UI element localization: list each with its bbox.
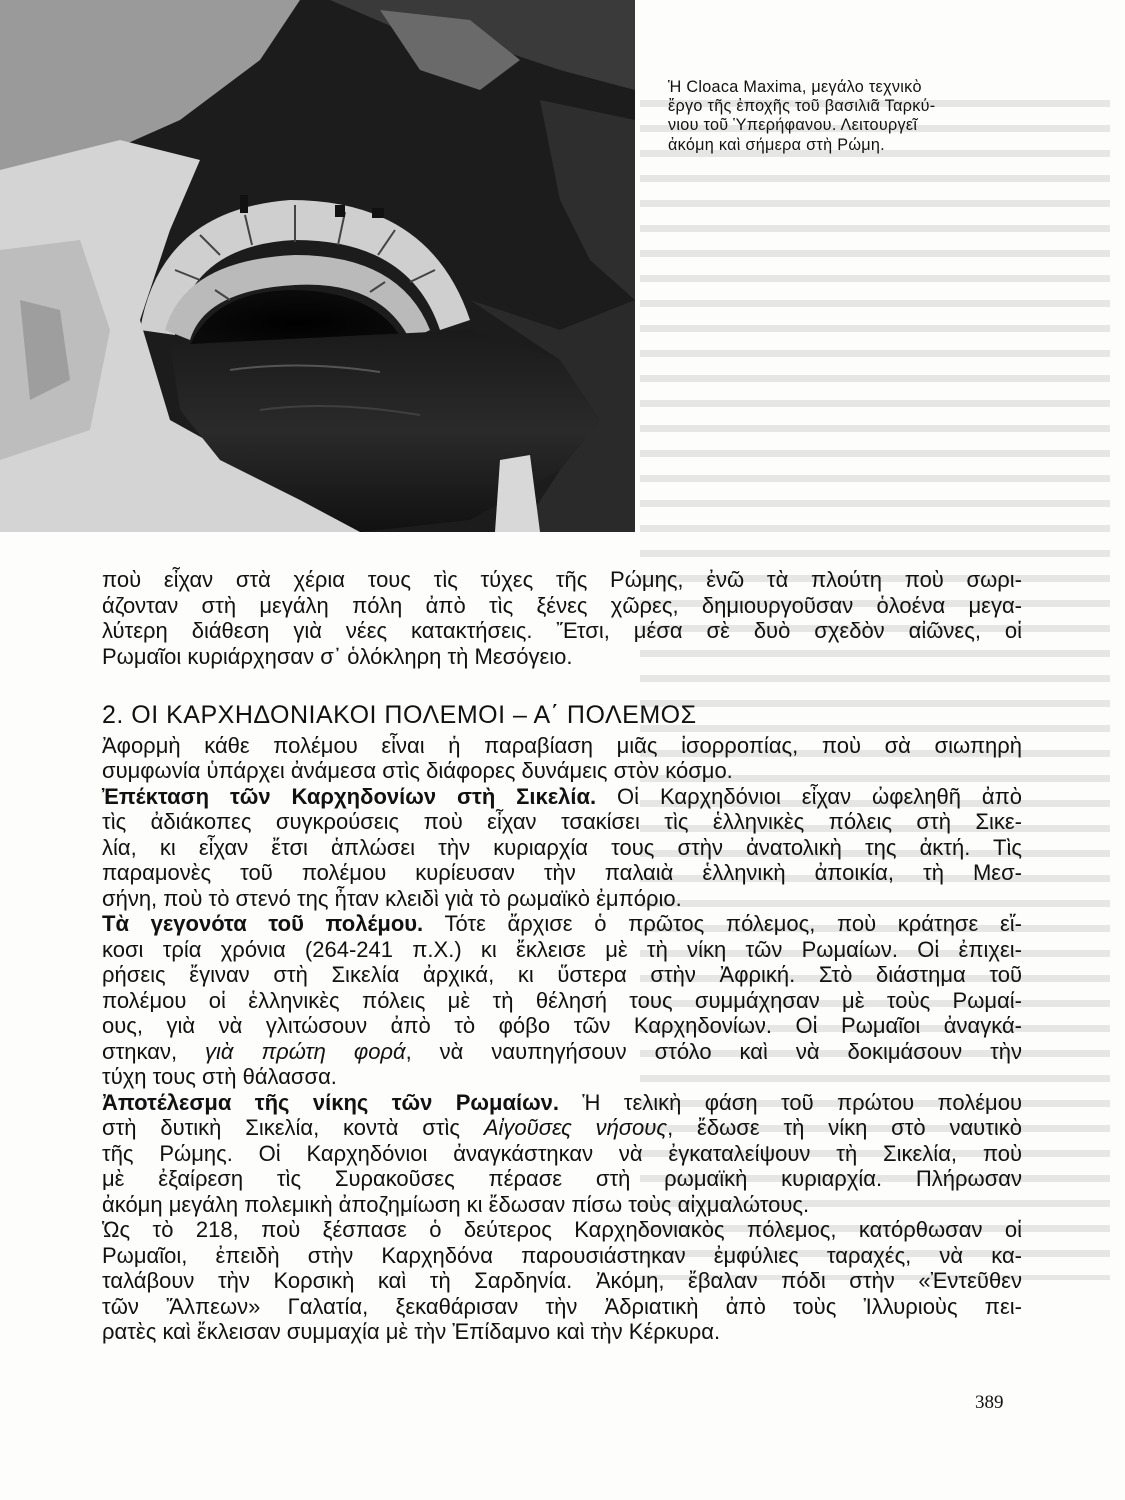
paragraph-title: Ἐπέκταση τῶν Καρχηδονίων στὴ Σικελία. — [102, 783, 597, 809]
text-line: ποὺ εἶχαν στὰ χέρια τους τὶς τύχες τῆς Ρώμης, ἐνῶ τὰ πλούτη ποὺ σωρι- — [102, 567, 1022, 592]
text-line — [102, 784, 1022, 810]
text-line: Ἀφορμὴ κάθε πολέμου εἶναι ἡ παραβίαση μιᾶς ἰσορροπίας, ποὺ σὰ σιωπηρὴ — [102, 732, 1022, 758]
text-line — [102, 1090, 1022, 1116]
text-line: πολέμου οἱ ἑλληνικὲς πόλεις μὲ τὴ θέλησή τους συμμάχησαν μὲ τοὺς Ρωμαί- — [102, 987, 1022, 1013]
paragraph-intro-war — [102, 733, 1022, 784]
text-line: τὶς ἀδιάκοπες συγκρούσεις ποὺ εἶχαν τσακίσει τὶς ἑλληνικὲς πόλεις στὴ Σικε- — [102, 809, 1022, 834]
text-line: μὲ ἐξαίρεση τὶς Συρακοῦσες πέρασε στὴ ρωμαϊκὴ κυριαρχία. Πλήρωσαν — [102, 1166, 1022, 1191]
paragraph-events — [102, 911, 1022, 1090]
text-run: Τότε ἄρχισε ὁ πρῶτος πόλεμος, ποὺ κράτησε εἴ- — [423, 911, 1023, 936]
paragraph-title: Τὰ γεγονότα τοῦ πολέμου. — [102, 911, 424, 936]
text-line: λία, κι εἶχαν ἔτσι ἁπλώσει τὴν κυριαρχία τους στὴν ἀνατολικὴ της ἀκτή. Τὶς — [102, 834, 1022, 860]
text-line: Ρωμαῖοι, ἐπειδὴ στὴν Καρχηδόνα παρουσιάστηκαν ἐμφύλιες ταραχές, νὰ κα- — [102, 1242, 1022, 1268]
text-run: Ἡ τελικὴ φάση τοῦ πρώτου πολέμου — [559, 1089, 1022, 1115]
intro-paragraph — [102, 567, 1022, 669]
text-line: ρήσεις ἔγιναν στὴ Σικελία ἀρχικά, κι ὕστερα στὴν Ἀφρική. Στὸ διάστημα τοῦ — [102, 962, 1022, 987]
text-line: Ρωμαῖοι κυριάρχησαν σ᾽ ὁλόκληρη τὴ Μεσόγειο. — [102, 643, 573, 669]
text-line: ρατὲς καὶ ἔκλεισαν συμμαχία μὲ τὴν Ἐπίδαμνο καὶ τὴν Κέρκυρα. — [102, 1319, 721, 1344]
text-run: στὴ δυτικὴ Σικελία, κοντὰ στὶς — [102, 1115, 484, 1140]
text-run: στηκαν, — [102, 1038, 206, 1064]
section-heading: 2. ΟΙ ΚΑΡΧΗΔΟΝΙΑΚΟΙ ΠΟΛΕΜΟΙ – Α΄ ΠΟΛΕΜΟΣ — [102, 701, 697, 729]
paragraph-expansion — [102, 784, 1022, 912]
italic-emphasis: γιὰ πρώτη φορά — [205, 1038, 406, 1064]
text-line: παραμονὲς τοῦ πολέμου κυρίευσαν τὴν παλαιὰ ἑλληνικὴ ἀποικία, τὴ Μεσ- — [102, 860, 1022, 885]
text-line: ἀκόμη μεγάλη πολεμικὴ ἀποζημίωση κι ἔδωσαν πίσω τοὺς αἰχμαλώτους. — [102, 1191, 810, 1217]
text-run: , νὰ ναυπηγήσουν στόλο καὶ νὰ δοκιμάσουν τὴν — [405, 1038, 1023, 1064]
text-line: λύτερη διάθεση γιὰ νέες κατακτήσεις. Ἔτσι, μέσα σὲ δυὸ σχεδὸν αἰῶνες, οἱ — [102, 618, 1022, 643]
text-run: Οἱ Καρχηδόνιοι εἶχαν ὠφεληθῆ ἀπὸ — [596, 783, 1022, 809]
paragraph-interwar — [102, 1217, 1022, 1345]
photo-caption — [668, 78, 1048, 155]
text-line: τῶν Ἄλπεων» Γαλατία, ξεκαθάρισαν τὴν Ἀδριατικὴ ἀπὸ τοὺς Ἰλλυριοὺς πει- — [102, 1293, 1022, 1319]
body-text — [102, 567, 1022, 1345]
page-number: 389 — [975, 1392, 1004, 1413]
text-line: κοσι τρία χρόνια (264-241 π.Χ.) κι ἔκλεισε μὲ τὴ νίκη τῶν Ρωμαίων. Οἱ ἐπιχει- — [102, 936, 1022, 962]
caption-line: ἔργο τῆς ἐποχῆς τοῦ βασιλιᾶ Ταρκύ- — [668, 97, 936, 116]
text-line: τύχη τους στὴ θάλασσα. — [102, 1064, 337, 1089]
caption-line: Ἡ Cloaca Maxima, μεγάλο τεχνικὸ — [668, 78, 922, 96]
photo-illustration — [0, 0, 635, 532]
text-line: τῆς Ρώμης. Οἱ Καρχηδόνιοι ἀναγκάστηκαν νὰ ἐγκαταλείψουν τὴ Σικελία, ποὺ — [102, 1140, 1022, 1166]
text-line — [102, 911, 1022, 937]
caption-line: νιου τοῦ Ὑπερήφανου. Λειτουργεῖ — [668, 116, 918, 135]
text-line: Ὡς τὸ 218, ποὺ ξέσπασε ὁ δεύτερος Καρχηδονιακὸς πόλεμος, κατόρθωσαν οἱ — [102, 1217, 1022, 1242]
text-line: σήνη, ποὺ τὸ στενό της ἦταν κλειδὶ γιὰ τὸ ρωμαϊκὸ ἐμπόριο. — [102, 885, 682, 911]
text-line — [102, 1115, 1022, 1141]
italic-emphasis: Αἰγοῦσες νήσους — [483, 1115, 668, 1140]
text-line — [102, 1039, 1022, 1065]
text-line: ταλάβουν τὴν Κορσικὴ καὶ τὴ Σαρδηνία. Ἀκόμη, ἔβαλαν πόδι στὴν «Ἐντεῦθεν — [102, 1268, 1022, 1293]
text-run: , ἔδωσε τὴ νίκη στὸ ναυτικὸ — [667, 1115, 1023, 1140]
text-line: άζονταν στὴ μεγάλη πόλη ἀπὸ τὶς ξένες χῶρες, δημιουργοῦσαν ὁλοένα μεγα- — [102, 592, 1022, 618]
paragraph-title: Ἀποτέλεσμα τῆς νίκης τῶν Ρωμαίων. — [102, 1089, 560, 1115]
paragraph-outcome — [102, 1090, 1022, 1218]
text-line: ους, γιὰ νὰ γλιτώσουν ἀπὸ τὸ φόβο τῶν Καρχηδονίων. Οἱ Ρωμαῖοι ἀναγκά- — [102, 1013, 1022, 1038]
cloaca-maxima-photo — [0, 0, 635, 532]
text-line: συμφωνία ὑπάρχει ἀνάμεσα στὶς διάφορες δυνάμεις στὸν κόσμο. — [102, 758, 733, 783]
caption-line: ἀκόμη καὶ σήμερα στὴ Ρώμη. — [668, 135, 885, 154]
